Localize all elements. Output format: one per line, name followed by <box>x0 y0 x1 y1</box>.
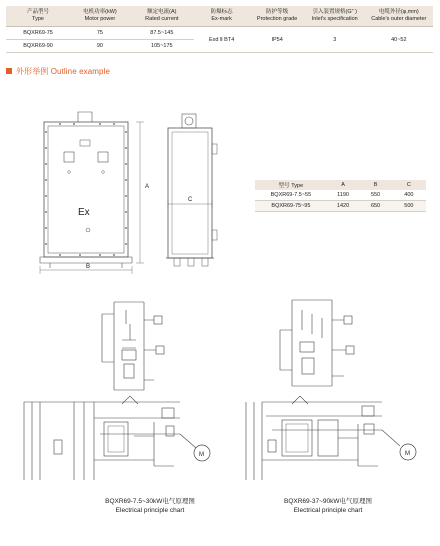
dim-b-label: B <box>86 264 91 270</box>
spec-header-power: 电机功率(kW) Motor power <box>70 6 130 27</box>
ex-label: Ex <box>78 207 90 218</box>
caption-left-cn: BQXR69-7.5~30kW电气原理图 <box>105 498 195 505</box>
outline-heading-text: 外形举例 Outline example <box>16 66 111 76</box>
dim-cell-b: 650 <box>359 201 391 212</box>
dim-header-a: A <box>327 180 359 190</box>
spec-cell-ex-mark: Exd Ⅱ BT4 <box>194 27 250 53</box>
dim-header-b: B <box>359 180 391 190</box>
spec-cell-power: 75 <box>70 27 130 40</box>
spec-header-current: 额定电流(A) Rated current <box>130 6 194 27</box>
spec-header-inlet: 引入装置规格(G" ) Inlet's specification <box>305 6 365 27</box>
spec-header-row <box>6 6 433 27</box>
spec-header-type: 产品型号 Type <box>6 6 70 27</box>
dim-cell-c: 500 <box>392 201 426 212</box>
dim-header-type: 型号 Type <box>255 180 327 190</box>
spec-cell-protection: IP54 <box>249 27 305 53</box>
dim-cell-type: BQXR69-75~95 <box>255 201 327 212</box>
outline-heading <box>6 66 110 76</box>
spec-header-ex-mark: 防爆标志 Ex-mark <box>194 6 250 27</box>
dim-c-label: C <box>188 197 193 203</box>
spec-cell-power: 90 <box>70 40 130 53</box>
spec-table <box>6 6 433 53</box>
caption-right-cn: BQXR69-37~90kW电气原理图 <box>284 498 372 505</box>
dim-cell-type: BQXR69-7.5~55 <box>255 190 327 201</box>
dim-header-row <box>255 180 426 190</box>
motor-label-right: M <box>405 451 410 457</box>
spec-cell-current: 105~175 <box>130 40 194 53</box>
caption-left-en: Electrical principle chart <box>115 507 185 514</box>
schematic-right <box>222 290 436 495</box>
side-view-drawing <box>162 100 234 272</box>
dimension-table <box>255 180 426 212</box>
caption-left <box>70 497 230 515</box>
schematic-left <box>4 290 216 495</box>
dim-cell-a: 1190 <box>327 190 359 201</box>
spec-cell-current: 87.5~145 <box>130 27 194 40</box>
dim-a-label: A <box>145 184 150 190</box>
spec-cell-type: BQXR69-90 <box>6 40 70 53</box>
caption-right <box>248 497 408 515</box>
spec-header-protection: 防护等级 Protection grade <box>249 6 305 27</box>
table-row <box>255 201 426 212</box>
spec-cell-inlet: 3 <box>305 27 365 53</box>
front-view-drawing <box>30 100 156 278</box>
gauge-right <box>98 152 108 162</box>
table-row <box>255 190 426 201</box>
gauge-left <box>64 152 74 162</box>
spec-cell-type: BQXR69-75 <box>6 27 70 40</box>
spec-cell-cable: 40~52 <box>365 27 433 53</box>
heading-marker <box>6 68 12 74</box>
cabinet-outline <box>44 122 128 257</box>
dim-cell-b: 550 <box>359 190 391 201</box>
spec-header-cable: 电缆外径(φ,mm) Cable's outer diameter <box>365 6 433 27</box>
dim-header-c: C <box>392 180 426 190</box>
side-outline <box>168 128 212 258</box>
dim-cell-c: 400 <box>392 190 426 201</box>
caption-right-en: Electrical principle chart <box>293 507 363 514</box>
table-row <box>6 27 433 40</box>
dim-cell-a: 1420 <box>327 201 359 212</box>
motor-label-left: M <box>199 452 204 458</box>
